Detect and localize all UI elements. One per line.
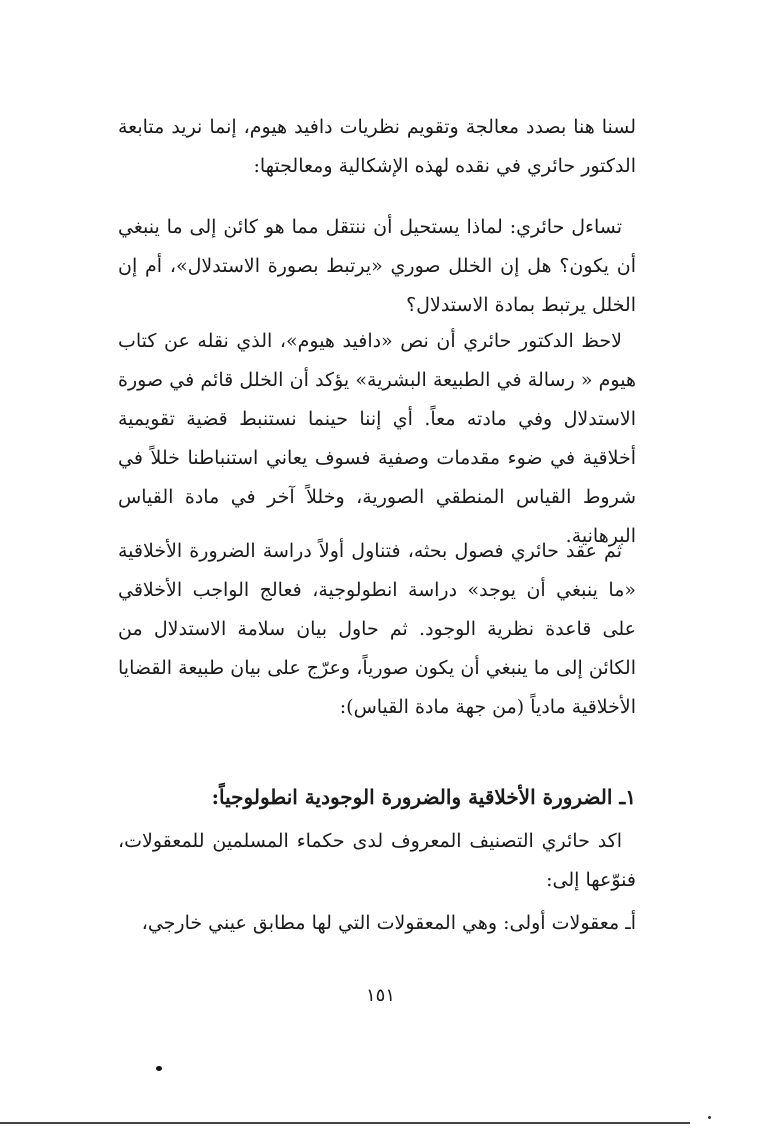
paragraph-1	[118, 108, 636, 186]
paragraph-5	[118, 822, 636, 900]
paragraph-2	[118, 208, 636, 325]
paragraph-4	[118, 532, 636, 727]
ink-speck	[156, 1066, 162, 1071]
paragraph-4-text: ثم عقد حائري فصول بحثه، فتناول أولاً دراسة الضرورة الأخلاقية «ما ينبغي أن يوجد» دراسة انطولوجية، فعالج الواجب الأخلاقي على قاعدة نظرية الوجود. ثم حاول بيان سلامة الاستدلال من الكائن إلى ما ينبغي أن يكون صورياً، وعرّج على بيان طبيعة القضايا الأخلاقية مادياً (من جهة مادة القياس):	[118, 540, 636, 718]
section-heading-text: ١ـ الضرورة الأخلاقية والضرورة الوجودية انطولوجياً:	[211, 785, 636, 809]
paragraph-3	[118, 322, 636, 556]
section-heading	[118, 778, 636, 817]
paragraph-3-text: لاحظ الدكتور حائري أن نص «دافيد هيوم»، الذي نقله عن كتاب هيوم « رسالة في الطبيعة البشرية» يؤكد أن الخلل قائم في صورة الاستدلال وفي مادته معاً. أي إننا حينما نستنبط قضية تقويمية أخلاقية في ضوء مقدمات وصفية فسوف يعاني استنباطنا خللاً في شروط القياس المنطقي الصورية، وخللاً آخر في مادة القياس البرهانية.	[118, 330, 636, 547]
ink-speck-small	[708, 1116, 711, 1119]
paragraph-2-text: تساءل حائري: لماذا يستحيل أن ننتقل مما هو كائن إلى ما ينبغي أن يكون؟ هل إن الخلل صوري «يرتبط بصورة الاستدلال»، أم إن الخلل يرتبط بمادة الاستدلال؟	[118, 216, 636, 316]
paragraph-1-text: لسنا هنا بصدد معالجة وتقويم نظريات دافيد هيوم، إنما نريد متابعة الدكتور حائري في نقده لهذه الإشكالية ومعالجتها:	[118, 116, 636, 177]
paragraph-6-text: أـ معقولات أولى: وهي المعقولات التي لها مطابق عيني خارجي،	[141, 912, 636, 934]
page-number: ١٥١	[365, 985, 395, 1006]
paragraph-6	[118, 904, 636, 943]
scan-edge-line	[0, 1122, 690, 1124]
paragraph-5-text: اكد حائري التصنيف المعروف لدى حكماء المسلمين للمعقولات، فنوّعها إلى:	[118, 830, 636, 891]
